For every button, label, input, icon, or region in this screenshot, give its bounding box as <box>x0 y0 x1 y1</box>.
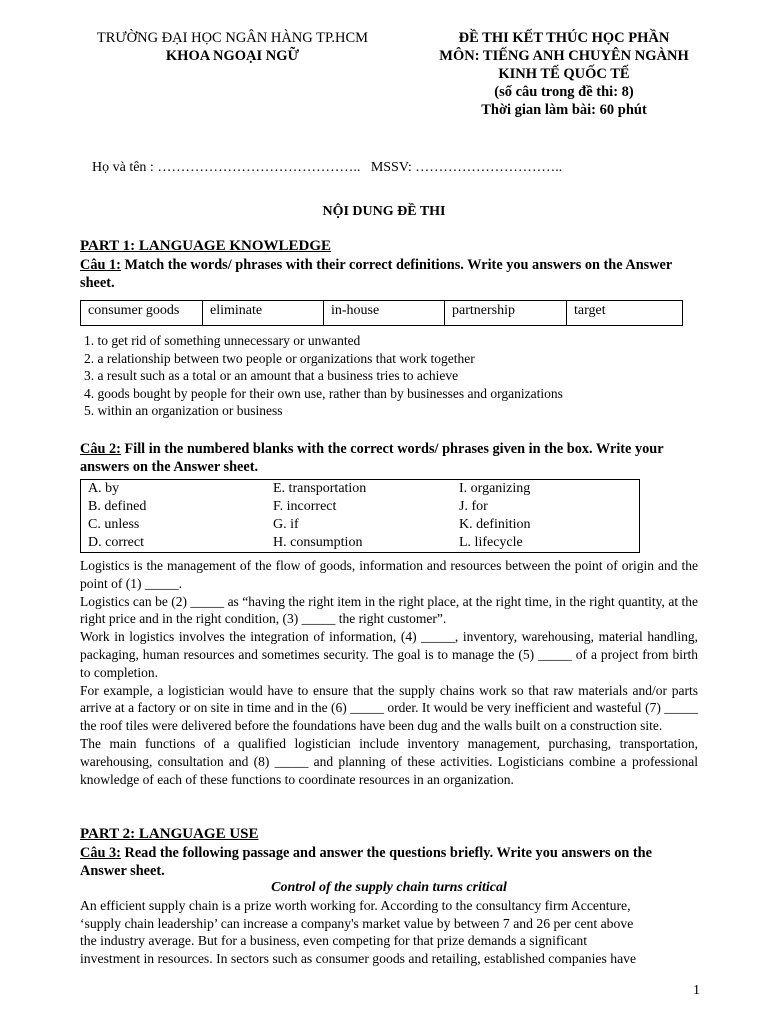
exam-duration: Thời gian làm bài: 60 phút <box>481 102 647 118</box>
content-title: NỘI DUNG ĐỀ THI <box>322 204 446 219</box>
word-cell: eliminate <box>203 301 324 326</box>
passage-paragraph: Logistics can be (2) _____ as “having the right item in the right place, at the right time, in the right quantity, at the right price and in the right condition, (3) _____ the right customer”. <box>80 593 698 627</box>
passage-line: the industry average. But for a business, even competing for that prize demands a significant <box>80 933 588 949</box>
passage-line: investment in resources. In sectors such as consumer goods and retailing, established companies have <box>80 950 637 966</box>
header-left <box>60 29 405 65</box>
part2-title: PART 2: LANGUAGE USE <box>80 826 259 842</box>
word-cell: consumer goods <box>81 301 203 326</box>
passage-paragraph: For example, a logistician would have to ensure that the supply chains work so that raw materials and/or parts arrive at a factory or on site in time and in the (6) _____ order. It would be very inefficient and wasteful (7) _____ the roof tiles were delivered before the foundations have been dug and the walls built on a construction site. <box>80 682 698 734</box>
options-column-1 <box>88 480 146 552</box>
list-item: 3. a result such as a total or an amount that a business tries to achieve <box>84 368 459 383</box>
list-item: 4. goods bought by people for their own use, rather than by businesses and organizations <box>84 385 563 401</box>
option-item: B. defined <box>88 499 147 514</box>
word-cell: target <box>567 301 683 326</box>
question2-instruction <box>80 440 702 476</box>
passage-paragraph: Work in logistics involves the integration of information, (4) _____, inventory, warehousing, material handling, packaging, human resources and sometimes security. The goal is to manage the (5) _____ of a project from birth to completion. <box>80 629 698 680</box>
exam-title: ĐỀ THI KẾT THÚC HỌC PHẦN <box>458 30 670 46</box>
page-number: 1 <box>693 983 700 998</box>
option-item: G. if <box>273 517 299 532</box>
option-item: A. by <box>88 481 120 496</box>
question2-label: Câu 2: <box>80 441 121 457</box>
definitions-list <box>84 332 714 420</box>
list-item: 2. a relationship between two people or organizations that work together <box>84 350 475 366</box>
question3-instruction <box>80 844 700 880</box>
question3-text: Read the following passage and answer the questions briefly. Write you answers on the Answer sheet. <box>80 845 652 879</box>
question1-label: Câu 1: <box>80 257 121 273</box>
word-cell: partnership <box>445 301 567 326</box>
option-item: I. organizing <box>459 481 531 496</box>
option-item: D. correct <box>88 535 144 550</box>
passage-paragraph: Logistics is the management of the flow of goods, information and resources between the point of origin and the point of (1) _____. <box>80 558 698 591</box>
word-table <box>80 300 683 326</box>
question2-text: Fill in the numbered blanks with the correct words/ phrases given in the box. Write your answers on the Answer sheet. <box>80 441 664 475</box>
header-right <box>398 29 730 119</box>
subject-line: MÔN: TIẾNG ANH CHUYÊN NGÀNH <box>439 48 689 64</box>
question1-instruction <box>80 256 700 292</box>
list-item: 1. to get rid of something unnecessary or unwanted <box>84 333 361 348</box>
passage-line: An efficient supply chain is a prize worth working for. According to the consultancy firm Accenture, <box>80 898 631 913</box>
passage-title: Control of the supply chain turns critical <box>271 880 507 895</box>
student-info-line: Họ và tên : …………………………………….. MSSV: ………………………….. <box>92 160 563 175</box>
table-row <box>81 301 683 326</box>
option-item: L. lifecycle <box>459 535 523 550</box>
faculty-name: KHOA NGOẠI NGỮ <box>165 48 300 64</box>
word-cell: in-house <box>324 301 445 326</box>
options-column-2 <box>273 480 366 552</box>
part1-title: PART 1: LANGUAGE KNOWLEDGE <box>80 238 332 254</box>
list-item: 5. within an organization or business <box>84 403 283 418</box>
question1-text: Match the words/ phrases with their correct definitions. Write you answers on the Answer sheet. <box>80 257 672 291</box>
option-item: E. transportation <box>273 481 367 496</box>
supply-chain-passage <box>80 897 720 967</box>
option-item: J. for <box>459 499 488 514</box>
option-item: K. definition <box>459 517 531 532</box>
question-count: (số câu trong đề thi: 8) <box>494 84 634 100</box>
options-column-3 <box>459 480 531 552</box>
question3-label: Câu 3: <box>80 845 121 861</box>
passage-line: ‘supply chain leadership’ can increase a company's market value by between 7 and 26 per cent above <box>80 915 634 931</box>
university-name: TRƯỜNG ĐẠI HỌC NGÂN HÀNG TP.HCM <box>96 30 369 46</box>
option-item: F. incorrect <box>273 499 337 514</box>
option-item: H. consumption <box>273 535 363 550</box>
options-box <box>80 479 640 553</box>
passage-paragraph: The main functions of a qualified logistician include inventory management, purchasing, transportation, warehousing, consultation and (8) _____ and planning of these activities. Logisticians combine a professional knowledge of each of these functions to coordinate resources in an organization. <box>80 735 698 787</box>
option-item: C. unless <box>88 517 140 532</box>
subject-name: KINH TẾ QUỐC TẾ <box>498 66 630 82</box>
logistics-passage <box>80 557 698 788</box>
